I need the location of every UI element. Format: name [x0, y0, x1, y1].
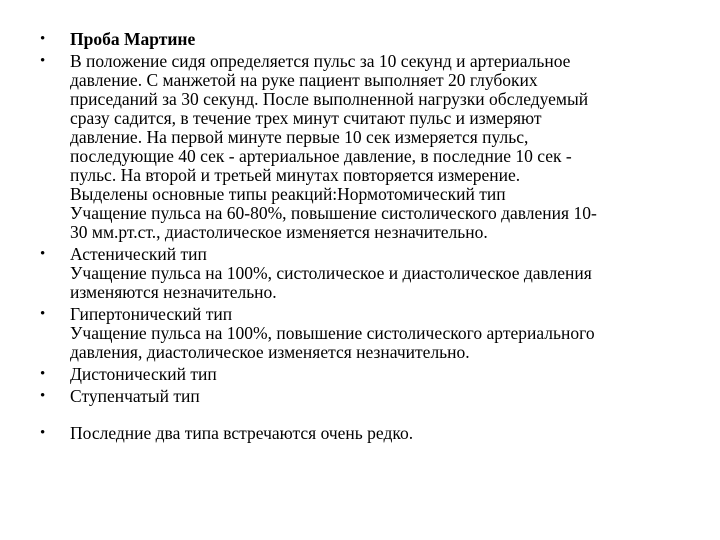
text-line: Астенический тип: [70, 244, 207, 264]
bullet-icon: •: [40, 425, 46, 441]
text-line: Последние два типа встречаются очень редко.: [70, 423, 414, 443]
bullet-icon: •: [40, 53, 46, 69]
bullet-text: [70, 245, 690, 302]
text-line: Учащение пульса на 100%, систолическое и диастолическое давления: [70, 263, 592, 283]
text-line: Гипертонический тип: [70, 304, 233, 324]
text-line: последующие 40 сек - артериальное давление, в последние 10 сек -: [70, 146, 572, 166]
text-line: давления, диастолическое изменяется незначительно.: [70, 342, 470, 362]
bullet-icon: •: [40, 246, 46, 262]
text-line: Ступенчатый тип: [70, 386, 200, 406]
text-line: В положение сидя определяется пульс за 10 секунд и артериальное: [70, 51, 571, 71]
bullet-icon: •: [40, 31, 46, 47]
text-line: приседаний за 30 секунд. После выполненной нагрузки обследуемый: [70, 89, 589, 109]
bullet-icon: •: [40, 366, 46, 382]
bullet-item-rare-note: [40, 424, 690, 443]
bullet-item-dystonic-type: [40, 365, 690, 384]
bullet-item-asthenic-type: [40, 245, 690, 302]
text-line: изменяются незначительно.: [70, 282, 277, 302]
bullet-item-martine-test: [40, 30, 690, 49]
text-line: Проба Мартине: [70, 29, 196, 49]
bullet-item-hypertonic-type: [40, 305, 690, 362]
text-line: Учащение пульса на 100%, повышение систолического артериального: [70, 323, 595, 343]
bullet-title: [70, 30, 690, 49]
text-line: Выделены основные типы реакций:Нормотомический тип: [70, 184, 506, 204]
bullet-text: [70, 365, 690, 384]
bullet-item-stepwise-type: [40, 387, 690, 406]
bullet-list: [40, 30, 690, 446]
bullet-item-procedure: [40, 52, 690, 242]
text-line: пульс. На второй и третьей минутах повторяется измерение.: [70, 165, 521, 185]
bullet-icon: •: [40, 388, 46, 404]
bullet-text: [70, 387, 690, 406]
text-line: давление. С манжетой на руке пациент выполняет 20 глубоких: [70, 70, 538, 90]
bullet-text: [70, 424, 690, 443]
text-line: сразу садится, в течение трех минут считают пульс и измеряют: [70, 108, 542, 128]
text-line: Дистонический тип: [70, 364, 217, 384]
text-line: 30 мм.рт.ст., диастолическое изменяется незначительно.: [70, 222, 488, 242]
text-line: давление. На первой минуте первые 10 сек измеряется пульс,: [70, 127, 529, 147]
bullet-text: [70, 52, 690, 242]
text-line: Учащение пульса на 60-80%, повышение систолического давления 10-: [70, 203, 597, 223]
bullet-icon: •: [40, 306, 46, 322]
bullet-text: [70, 305, 690, 362]
